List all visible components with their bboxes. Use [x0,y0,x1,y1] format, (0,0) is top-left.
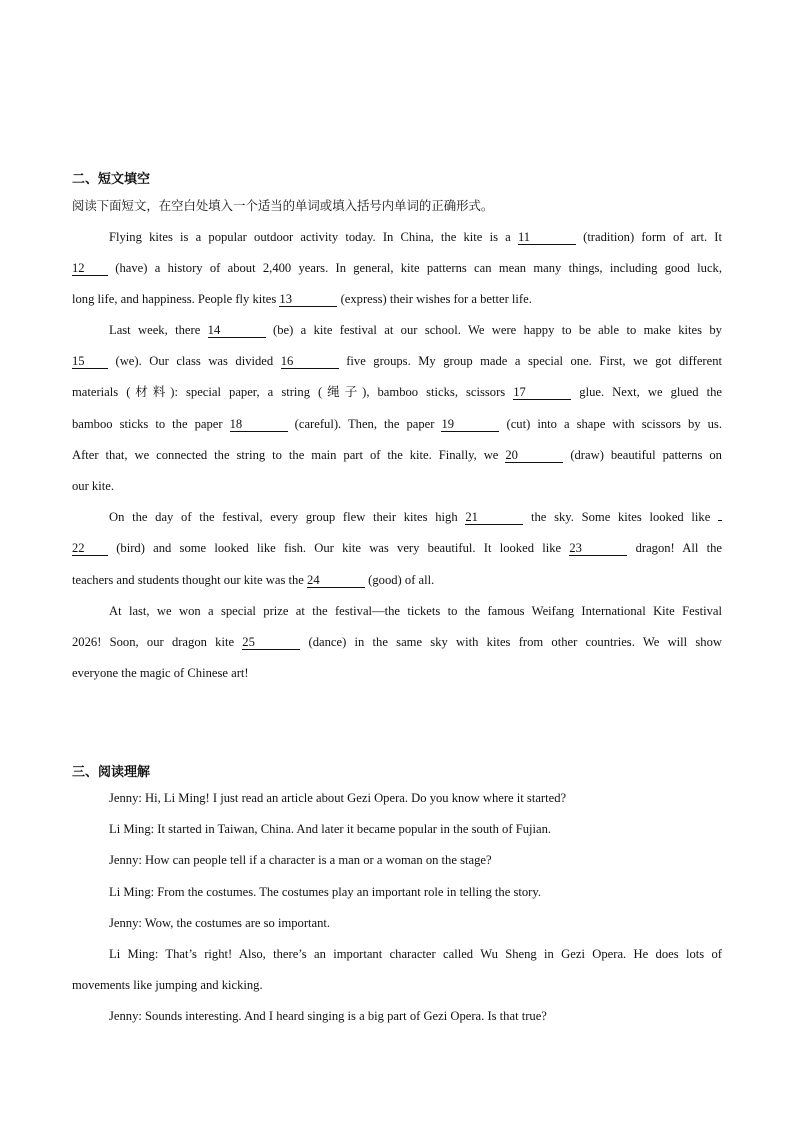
passage-line: materials (材料): special paper, a string (绳子), bamboo sticks, scissors 17 glue. Next, we glued the [72,385,722,399]
dialogue-line: Li Ming: From the costumes. The costumes play an important role in telling the story. [109,885,541,899]
blank-13[interactable]: 13 [279,292,337,307]
passage-line: bamboo sticks to the paper 18 (careful). Then, the paper 19 (cut) into a shape with scissors by us. [72,417,722,431]
section-2-heading: 二、短文填空 [72,172,151,187]
blank-23[interactable]: 23 [569,541,627,556]
section-2-instruction: 阅读下面短文，在空白处填入一个适当的单词或填入括号内单词的正确形式。 [72,198,494,213]
blank-12[interactable]: 12 [72,261,108,276]
blank-18[interactable]: 18 [230,417,288,432]
section-3-heading: 三、阅读理解 [72,765,151,780]
passage-line: everyone the magic of Chinese art! [72,666,249,680]
passage-line: 22 (bird) and some looked like fish. Our kite was very beautiful. It looked like 23 dragon! All the [72,541,722,555]
passage-line: Flying kites is a popular outdoor activity today. In China, the kite is a 11 (tradition) form of art. It [109,230,723,244]
passage-line: 15 (we). Our class was divided 16 five groups. My group made a special one. First, we got different [72,354,722,368]
dialogue-line: Li Ming: It started in Taiwan, China. And later it became popular in the south of Fujian. [109,822,552,836]
passage-line: At last, we won a special prize at the festival—the tickets to the famous Weifang International Kite Festival [109,604,722,618]
dialogue-line: Jenny: Wow, the costumes are so important. [109,916,331,930]
passage-line: long life, and happiness. People fly kites 13 (express) their wishes for a better life. [72,292,532,306]
blank-24[interactable]: 24 [307,573,365,588]
blank-14[interactable]: 14 [208,323,266,338]
dialogue-line: Jenny: Hi, Li Ming! I just read an article about Gezi Opera. Do you know where it started? [109,791,567,805]
dialogue-line: movements like jumping and kicking. [72,978,263,992]
blank-line-end [718,520,722,521]
blank-21[interactable]: 21 [465,510,523,525]
passage-line: teachers and students thought our kite was the 24 (good) of all. [72,573,435,587]
blank-17[interactable]: 17 [513,385,571,400]
passage-line: After that, we connected the string to the main part of the kite. Finally, we 20 (draw) beautiful patterns on [72,448,722,462]
passage-line: On the day of the festival, every group flew their kites high 21 the sky. Some kites looked like [72,508,722,526]
dialogue-line: Jenny: Sounds interesting. And I heard singing is a big part of Gezi Opera. Is that true? [109,1009,547,1023]
blank-19[interactable]: 19 [441,417,499,432]
passage-line: 2026! Soon, our dragon kite 25 (dance) in the same sky with kites from other countries. We will show [72,635,722,649]
blank-16[interactable]: 16 [281,354,339,369]
passage-line: 12 (have) a history of about 2,400 years. In general, kite patterns can mean many things, including good luck, [72,261,722,275]
dialogue-line: Jenny: How can people tell if a character is a man or a woman on the stage? [109,853,492,867]
blank-11[interactable]: 11 [518,230,576,245]
passage-line: our kite. [72,479,114,493]
blank-25[interactable]: 25 [242,635,300,650]
blank-15[interactable]: 15 [72,354,108,369]
blank-20[interactable]: 20 [505,448,563,463]
dialogue-line: Li Ming: That’s right! Also, there’s an important character called Wu Sheng in Gezi Opera. He does lots of [109,947,722,961]
passage-line: Last week, there 14 (be) a kite festival at our school. We were happy to be able to make kites by [109,323,722,337]
blank-22[interactable]: 22 [72,541,108,556]
